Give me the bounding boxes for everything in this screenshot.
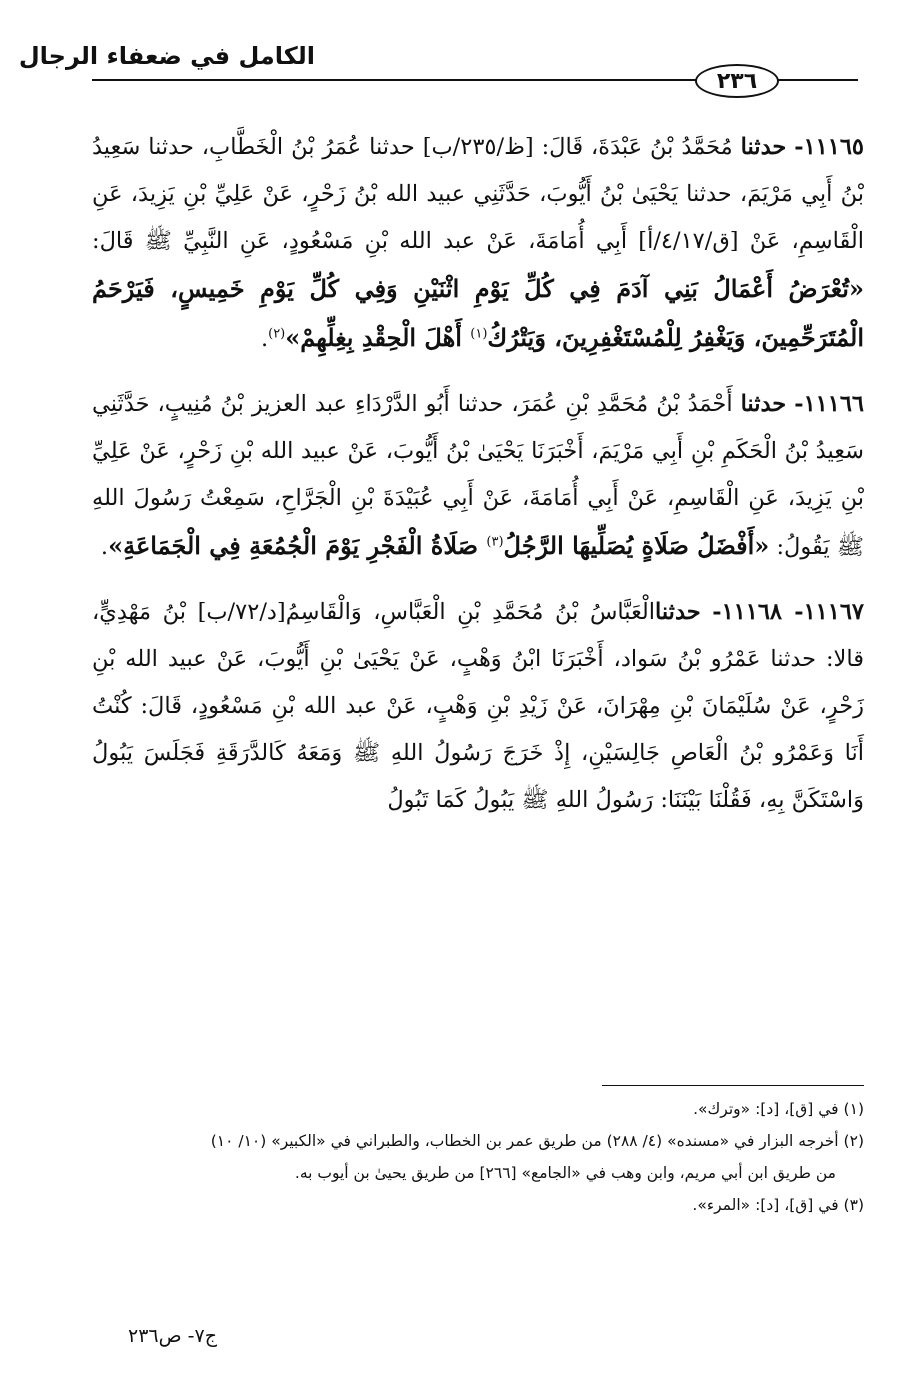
narration-keyword: حدثنا [655,599,701,625]
main-text [92,124,864,842]
footnote-text: من طريق ابن أبي مريم، وابن وهب في «الجامع» [٢٦٦] من طريق يحيىٰ بن أيوب به. [294,1164,836,1182]
narration-keyword: حدثنا [740,391,787,417]
footnote-item [92,1093,864,1125]
entry-number: ١١١٦٦- [794,391,864,417]
volume-page-label: ج٧- ص٢٣٦ [128,1325,217,1347]
footnotes [92,1093,864,1221]
hadith-entry [92,381,864,571]
hadith-text: «تُعْرَضُ أَعْمَالُ بَنِي آدَمَ فِي كُلِّ يَوْمِ اثْنَيْنِ وَفِي كُلِّ يَوْمِ خَمِيسٍ، فَيَرْحَمُ الْمُتَرَحِّمِينَ، وَيَغْفِرُ لِلْمُسْتَغْفِرِينَ، وَيَتْرُكُ [92,274,864,352]
footnote-text: في [ق]، [د]: «المرء». [692,1196,839,1214]
isnad-text: أَحْمَدُ بْنُ مُحَمَّدِ بْنِ عُمَرَ، حدثنا أَبُو الدَّرْدَاءِ عبد العزيز بْنُ مُنِيبٍ، حَدَّثَنِي سَعِيدُ بْنُ الْحَكَمِ بْنِ أَبِي مَرْيَمَ، أَخْبَرَنَا يَحْيَىٰ بْنُ أَيُّوبَ، عَنْ عبيد الله بْنِ زَحْرٍ، عَنْ عَلِيِّ بْنِ يَزِيدَ، عَنِ الْقَاسِمِ، عَنْ أَبِي أُمَامَةَ، عَنْ أَبِي عُبَيْدَةَ بْنِ الْجَرَّاحِ، سَمِعْتُ رَسُولَ اللهِ ﷺ يَقُولُ: [92,391,864,560]
entry-number: ١١١٦٧- ١١١٦٨- [712,599,865,625]
footnote-item [92,1125,864,1157]
footnote-ref[interactable]: (٢) [268,326,286,342]
narration-keyword: حدثنا [740,134,787,160]
footnote-text: أخرجه البزار في «مسنده» (٤/ ٢٨٨) من طريق عمر بن الخطاب، والطبراني في «الكبير» (١٠/ ١٠) [210,1132,839,1150]
entry-end: . [260,326,269,352]
isnad-text: مُحَمَّدُ بْنُ عَبْدَةَ، قَالَ: [ظ/٢٣٥/ب] حدثنا عُمَرُ بْنُ الْخَطَّابِ، حدثنا سَعِيدُ بْنُ أَبِي مَرْيَمَ، حدثنا يَحْيَىٰ بْنُ أَيُّوبَ، حَدَّثَنِي عبيد الله بْنُ زَحْرٍ، عَنْ عَلِيِّ بْنِ يَزِيدَ، عَنِ الْقَاسِمِ، عَنْ [ق/٤/١٧/أ] أَبِي أُمَامَةَ، عَنْ عبد الله بْنِ مَسْعُودٍ، عَنِ النَّبِيِّ ﷺ قَالَ: [92,134,864,254]
entry-end: . [100,534,109,560]
hadith-entry [92,124,864,363]
hadith-text: صَلَاةُ الْفَجْرِ يَوْمَ الْجُمُعَةِ فِي الْجَمَاعَةِ» [108,531,487,560]
footnote-text: في [ق]، [د]: «وترك». [693,1100,839,1118]
footnote-number: (١) [843,1100,864,1118]
isnad-text: الْعَبَّاسُ بْنُ مُحَمَّدِ بْنِ الْعَبَّاسِ، وَالْقَاسِمُ[د/٧٢/ب] بْنُ مَهْدِيٍّ، قالا: حدثنا عَمْرُو بْنُ سَواد، أَخْبَرَنَا ابْنُ وَهْبٍ، عَنْ يَحْيَىٰ بْنِ أَيُّوبَ، عَنْ عبيد الله بْنِ زَحْرٍ، عَنْ سُلَيْمَانَ بْنِ مِهْرَانَ، عَنْ زَيْدِ بْنِ وَهْبٍ، عَنْ عبد الله بْنِ مَسْعُودٍ، قَالَ: كُنْتُ أَنَا وَعَمْرُو بْنُ الْعَاصِ جَالِسَيْنِ، إِذْ خَرَجَ رَسُولُ اللهِ ﷺ وَمَعَهُ كَالدَّرَقَةِ فَجَلَسَ يَبُولُ وَاسْتَكَنَّ بِهِ، فَقُلْنَا بَيْنَنَا: رَسُولُ اللهِ ﷺ يَبُولُ كَمَا تَبُولُ [92,599,864,813]
page-number-badge [695,64,779,98]
hadith-text: أَهْلَ الْحِقْدِ بِغِلِّهِمْ» [285,323,471,352]
footnote-number: (٣) [843,1196,864,1214]
footnote-ref[interactable]: (١) [470,326,488,342]
hadith-text: «أَفْضَلُ صَلَاةٍ يُصَلِّيهَا الرَّجُلُ [503,531,770,560]
entry-number: ١١١٦٥- [794,134,864,160]
hadith-entry [92,589,864,824]
book-title: الكامل في ضعفاء الرجال [18,42,315,70]
footnote-divider [602,1085,864,1086]
footnote-item [92,1189,864,1221]
page-number: ٢٣٦ [716,68,758,94]
footnote-continuation [92,1157,864,1189]
footnote-number: (٢) [843,1132,864,1150]
footnote-ref[interactable]: (٣) [486,534,504,550]
